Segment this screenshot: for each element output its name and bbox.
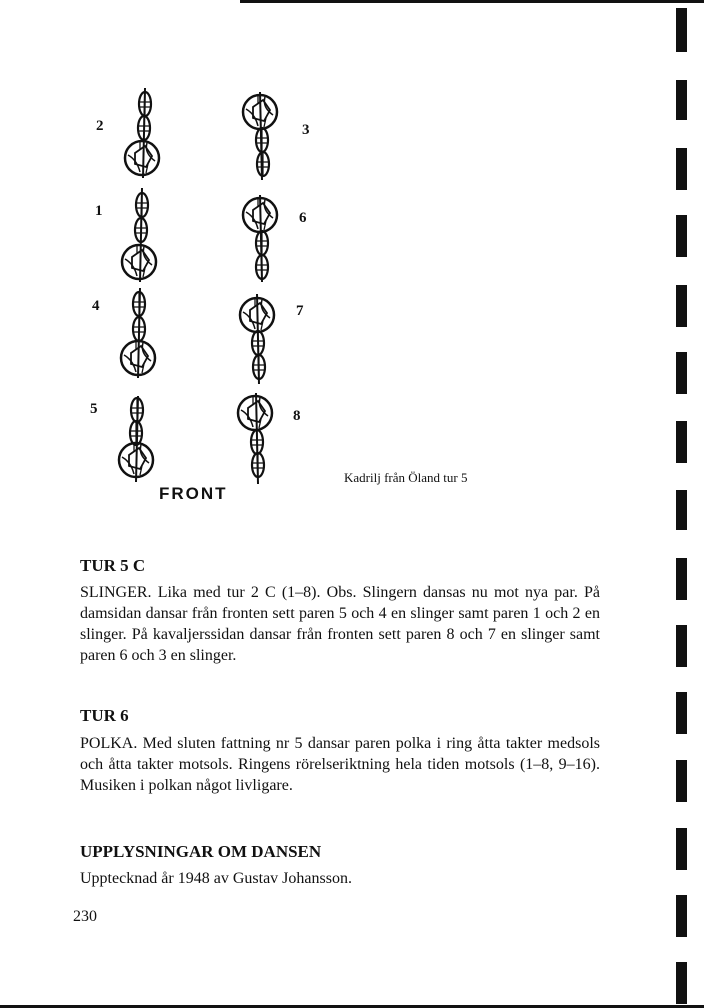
position-number: 1 xyxy=(95,203,103,219)
figure-caption: Kadrilj från Öland tur 5 xyxy=(344,470,468,485)
edge-mark xyxy=(676,625,687,667)
edge-mark xyxy=(676,895,687,937)
couple-figure-3 xyxy=(243,92,277,180)
position-number: 5 xyxy=(90,401,98,417)
position-number: 3 xyxy=(302,122,310,138)
position-number: 7 xyxy=(296,303,304,319)
couple-figure-1 xyxy=(122,188,156,282)
position-number: 6 xyxy=(299,210,307,226)
front-label: FRONT xyxy=(159,484,228,503)
edge-mark xyxy=(676,962,687,1004)
edge-mark xyxy=(676,828,687,870)
couple-figure-6 xyxy=(243,195,277,282)
section-text-upplysningar: Upptecknad år 1948 av Gustav Johansson. xyxy=(80,870,352,887)
section-heading-tur-5c: TUR 5 C xyxy=(80,556,146,575)
couple-figure-5 xyxy=(119,396,153,482)
position-number: 2 xyxy=(96,118,104,134)
section-text-tur-6: POLKA. Med sluten fattning nr 5 dansar paren polka i ring åtta takter medsols och åtta takter motsols. Ringens rörelseriktning hela tiden motsols (1–8, 9–16). Musiken i polkan något livligare. xyxy=(80,735,600,794)
section-text-tur-5c: SLINGER. Lika med tur 2 C (1–8). Obs. Slingern dansas nu mot nya par. På damsidan dansar från fronten sett paren 5 och 4 en slinger samt paren 1 och 2 en slinger. På kavaljerssidan dansar från fronten sett paren 8 och 7 en slinger samt paren 6 och 3 en slinger. xyxy=(80,584,600,664)
section-heading-upplysningar: UPPLYSNINGAR OM DANSEN xyxy=(80,842,322,861)
edge-mark xyxy=(676,760,687,802)
couple-figure-8 xyxy=(238,393,272,484)
position-number: 4 xyxy=(92,298,100,314)
section-heading-tur-6: TUR 6 xyxy=(80,706,129,725)
couple-figure-4 xyxy=(121,288,155,378)
edge-mark xyxy=(676,558,687,600)
edge-mark xyxy=(676,692,687,734)
page-number: 230 xyxy=(73,908,97,925)
couple-figure-7 xyxy=(240,294,274,384)
couple-figure-2 xyxy=(125,88,159,178)
position-number: 8 xyxy=(293,408,301,424)
